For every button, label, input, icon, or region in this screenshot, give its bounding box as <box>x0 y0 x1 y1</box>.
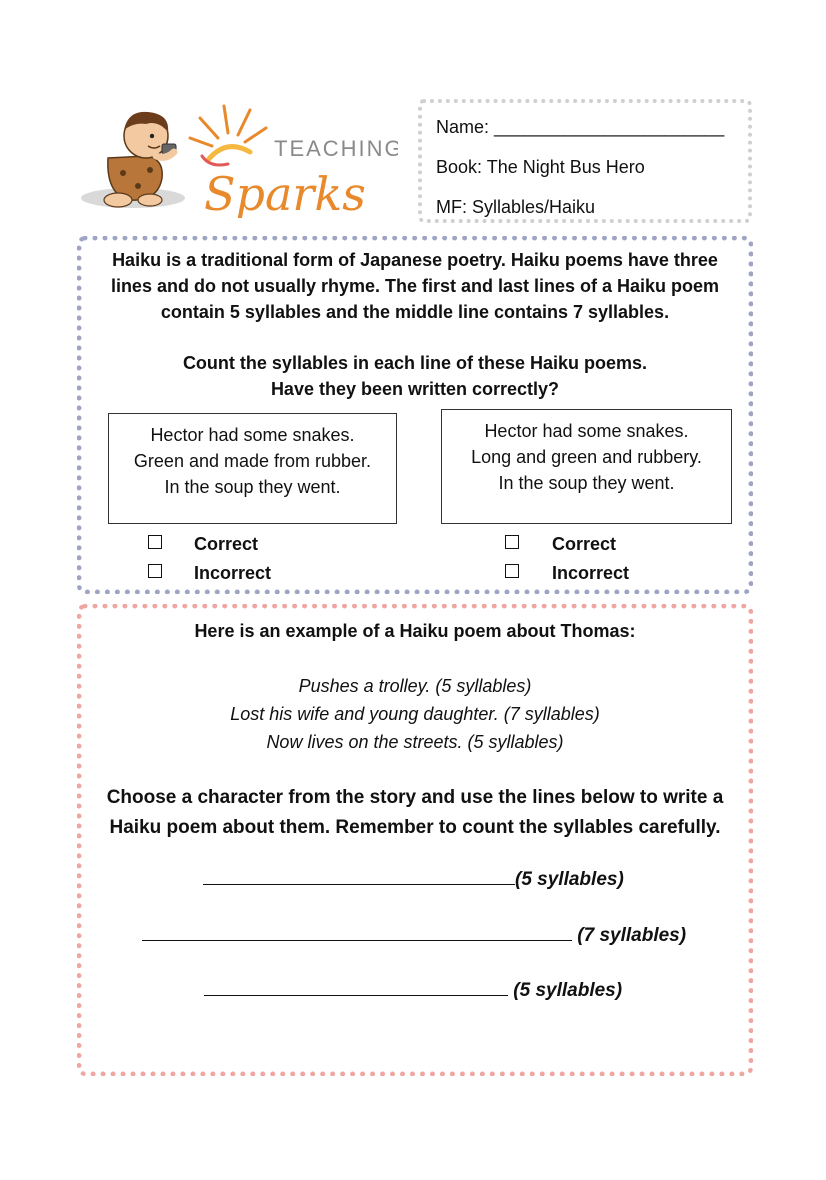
brand-sparks-text: Sparks <box>204 167 366 218</box>
answer-1-blank[interactable] <box>203 866 515 885</box>
poem-1-incorrect-checkbox[interactable] <box>148 564 162 578</box>
caveman-logo-icon <box>78 98 398 218</box>
poem-2-incorrect-label: Incorrect <box>552 563 630 583</box>
poem-2-line-2: Long and green and rubbery. <box>471 447 702 467</box>
example-line-2: Lost his wife and young daughter. (7 syllables) <box>230 704 600 724</box>
answer-1-label: (5 syllables) <box>515 869 624 890</box>
answer-line-2[interactable] <box>142 922 686 947</box>
poem-box-2 <box>441 409 732 524</box>
poem-1-line-3: In the soup they went. <box>164 477 341 497</box>
answer-3-label: (5 syllables) <box>508 980 623 1001</box>
example-poem <box>82 672 748 756</box>
poem-box-1 <box>108 413 397 524</box>
intro-line-2: lines and do not usually rhyme. The first and last lines of a Haiku poem <box>110 276 720 296</box>
example-heading: Here is an example of a Haiku poem about Thomas: <box>194 621 636 641</box>
name-field[interactable]: Name: _______________________ <box>436 117 725 137</box>
answer-2-blank[interactable] <box>142 922 572 941</box>
poem-1-correct-label: Correct <box>194 534 259 554</box>
teaching-sparks-logo <box>78 98 398 218</box>
instruction-line-1: Count the syllables in each line of these Haiku poems. <box>182 353 648 373</box>
intro-line-3: contain 5 syllables and the middle line contains 7 syllables. <box>160 302 670 322</box>
task-text <box>82 783 748 843</box>
example-line-1: Pushes a trolley. (5 syllables) <box>298 676 532 696</box>
poem-2-line-3: In the soup they went. <box>498 473 675 493</box>
poem-1-correct-checkbox[interactable] <box>148 535 162 549</box>
brand-teaching-text: TEACHING <box>274 136 398 161</box>
instruction-text <box>82 350 748 402</box>
answer-line-1[interactable] <box>203 866 624 891</box>
poem-2-line-1: Hector had some snakes. <box>484 421 689 441</box>
answer-line-3[interactable] <box>204 977 622 1002</box>
poem-2-incorrect-checkbox[interactable] <box>505 564 519 578</box>
poem-2-correct-label: Correct <box>552 534 617 554</box>
poem-2-correct-checkbox[interactable] <box>505 535 519 549</box>
student-info-box <box>418 99 752 223</box>
book-label: Book: The Night Bus Hero <box>436 157 645 177</box>
answer-2-label: (7 syllables) <box>572 925 687 946</box>
poem-1-line-1: Hector had some snakes. <box>150 425 355 445</box>
answer-3-blank[interactable] <box>204 977 508 996</box>
poem-1-incorrect-label: Incorrect <box>194 563 272 583</box>
task-line-1: Choose a character from the story and use the lines below to write a <box>106 787 724 808</box>
intro-text <box>82 247 748 325</box>
task-line-2: Haiku poem about them. Remember to count the syllables carefully. <box>109 817 721 838</box>
poem-1-line-2: Green and made from rubber. <box>133 451 372 471</box>
mf-label: MF: Syllables/Haiku <box>436 197 596 217</box>
intro-line-1: Haiku is a traditional form of Japanese poetry. Haiku poems have three <box>112 250 718 270</box>
instruction-line-2: Have they been written correctly? <box>270 379 560 399</box>
example-line-3: Now lives on the streets. (5 syllables) <box>266 732 564 752</box>
